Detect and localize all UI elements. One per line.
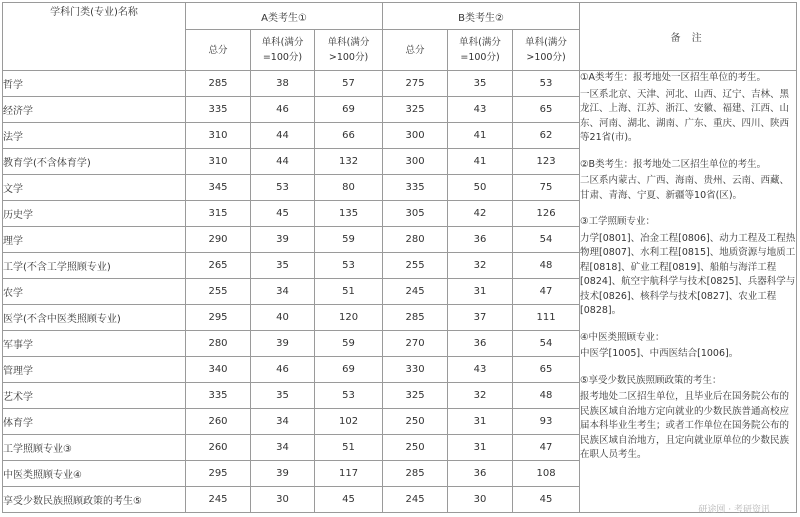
a-single-100: 44 bbox=[251, 123, 315, 149]
a-total: 315 bbox=[186, 201, 251, 227]
b-single-over: 48 bbox=[513, 253, 580, 279]
b-single-over: 123 bbox=[513, 149, 580, 175]
subject-name: 理学 bbox=[3, 227, 186, 253]
subject-name: 经济学 bbox=[3, 97, 186, 123]
subject-name: 哲学 bbox=[3, 71, 186, 97]
a-single-100: 38 bbox=[251, 71, 315, 97]
a-single-100: 34 bbox=[251, 279, 315, 305]
score-table bbox=[2, 2, 797, 513]
group-a-header: A类考生① bbox=[186, 3, 383, 30]
b-single-over: 54 bbox=[513, 227, 580, 253]
subject-name: 历史学 bbox=[3, 201, 186, 227]
note-4 bbox=[580, 331, 796, 362]
a-single-over: 135 bbox=[315, 201, 383, 227]
a-total: 295 bbox=[186, 305, 251, 331]
b-single-100: 36 bbox=[448, 227, 513, 253]
subject-name: 文学 bbox=[3, 175, 186, 201]
b-single-100: 50 bbox=[448, 175, 513, 201]
a-single-over: 117 bbox=[315, 461, 383, 487]
b-total: 305 bbox=[383, 201, 448, 227]
b-total: 285 bbox=[383, 461, 448, 487]
b-single-100-header: 单科(满分=100分) bbox=[448, 30, 513, 71]
subject-name: 农学 bbox=[3, 279, 186, 305]
a-single-over: 57 bbox=[315, 71, 383, 97]
note-2 bbox=[580, 158, 796, 204]
b-single-100: 35 bbox=[448, 71, 513, 97]
a-single-over-header: 单科(满分>100分) bbox=[315, 30, 383, 71]
a-total: 260 bbox=[186, 435, 251, 461]
a-single-100: 39 bbox=[251, 227, 315, 253]
a-single-over: 69 bbox=[315, 97, 383, 123]
a-total: 340 bbox=[186, 357, 251, 383]
a-single-over: 102 bbox=[315, 409, 383, 435]
a-single-over: 59 bbox=[315, 331, 383, 357]
b-total: 250 bbox=[383, 409, 448, 435]
a-single-100: 44 bbox=[251, 149, 315, 175]
b-total: 255 bbox=[383, 253, 448, 279]
b-single-100: 43 bbox=[448, 357, 513, 383]
a-single-over: 45 bbox=[315, 487, 383, 513]
a-single-100: 35 bbox=[251, 253, 315, 279]
notes-header: 备 注 bbox=[580, 3, 797, 71]
a-single-over: 132 bbox=[315, 149, 383, 175]
b-total: 280 bbox=[383, 227, 448, 253]
a-single-over: 69 bbox=[315, 357, 383, 383]
note-2-body: 二区系内蒙古、广西、海南、贵州、云南、西藏、甘肃、青海、宁夏、新疆等10省(区)。 bbox=[580, 175, 790, 201]
a-single-over: 51 bbox=[315, 279, 383, 305]
subject-name: 工学照顾专业③ bbox=[3, 435, 186, 461]
a-total: 280 bbox=[186, 331, 251, 357]
a-total: 310 bbox=[186, 123, 251, 149]
b-total: 330 bbox=[383, 357, 448, 383]
b-total: 245 bbox=[383, 279, 448, 305]
note-5-head: ⑤享受少数民族照顾政策的考生： bbox=[580, 374, 722, 386]
subject-name: 中医类照顾专业④ bbox=[3, 461, 186, 487]
a-single-over: 59 bbox=[315, 227, 383, 253]
b-total: 245 bbox=[383, 487, 448, 513]
b-single-100: 37 bbox=[448, 305, 513, 331]
note-4-body: 中医学[1005]、中西医结合[1006]。 bbox=[580, 348, 739, 359]
a-single-100: 39 bbox=[251, 461, 315, 487]
a-single-100: 40 bbox=[251, 305, 315, 331]
b-single-over: 54 bbox=[513, 331, 580, 357]
a-single-100: 34 bbox=[251, 409, 315, 435]
b-single-over: 65 bbox=[513, 97, 580, 123]
b-single-100: 42 bbox=[448, 201, 513, 227]
b-single-over: 75 bbox=[513, 175, 580, 201]
b-single-over: 111 bbox=[513, 305, 580, 331]
note-1-head: ①A类考生：报考地处一区招生单位的考生。 bbox=[580, 72, 767, 83]
a-total: 335 bbox=[186, 383, 251, 409]
b-single-over: 47 bbox=[513, 435, 580, 461]
subject-name: 法学 bbox=[3, 123, 186, 149]
b-single-over-header: 单科(满分>100分) bbox=[513, 30, 580, 71]
subject-header: 学科门类(专业)名称 bbox=[3, 3, 186, 71]
b-single-100: 31 bbox=[448, 435, 513, 461]
subject-name: 艺术学 bbox=[3, 383, 186, 409]
a-single-100: 53 bbox=[251, 175, 315, 201]
b-total: 335 bbox=[383, 175, 448, 201]
subject-name: 享受少数民族照顾政策的考生⑤ bbox=[3, 487, 186, 513]
note-4-head: ④中医类照顾专业： bbox=[580, 331, 665, 343]
b-single-over: 53 bbox=[513, 71, 580, 97]
b-total: 325 bbox=[383, 383, 448, 409]
a-single-over: 120 bbox=[315, 305, 383, 331]
b-single-100: 36 bbox=[448, 461, 513, 487]
a-single-100: 39 bbox=[251, 331, 315, 357]
a-single-over: 66 bbox=[315, 123, 383, 149]
table-row bbox=[3, 71, 797, 97]
subject-name: 体育学 bbox=[3, 409, 186, 435]
b-single-100: 32 bbox=[448, 253, 513, 279]
b-total: 275 bbox=[383, 71, 448, 97]
subject-name: 教育学(不含体育学) bbox=[3, 149, 186, 175]
note-5 bbox=[580, 374, 796, 463]
b-single-100: 31 bbox=[448, 409, 513, 435]
b-single-100: 41 bbox=[448, 149, 513, 175]
b-total: 250 bbox=[383, 435, 448, 461]
b-total: 325 bbox=[383, 97, 448, 123]
a-single-100: 30 bbox=[251, 487, 315, 513]
b-total-header: 总分 bbox=[383, 30, 448, 71]
a-single-100: 46 bbox=[251, 357, 315, 383]
a-total: 285 bbox=[186, 71, 251, 97]
subject-name: 医学(不含中医类照顾专业) bbox=[3, 305, 186, 331]
b-total: 270 bbox=[383, 331, 448, 357]
a-total: 260 bbox=[186, 409, 251, 435]
subject-name: 军事学 bbox=[3, 331, 186, 357]
b-single-100: 36 bbox=[448, 331, 513, 357]
b-single-over: 48 bbox=[513, 383, 580, 409]
a-single-100: 45 bbox=[251, 201, 315, 227]
note-3-head: ③工学照顾专业： bbox=[580, 216, 656, 227]
b-single-over: 108 bbox=[513, 461, 580, 487]
a-single-over: 80 bbox=[315, 175, 383, 201]
group-b-header: B类考生② bbox=[383, 3, 580, 30]
note-1 bbox=[580, 71, 796, 146]
subject-name: 工学(不含工学照顾专业) bbox=[3, 253, 186, 279]
note-1-body: 一区系北京、天津、河北、山西、辽宁、吉林、黑龙江、上海、江苏、浙江、安徽、福建、江西、山东、河南、湖北、湖南、广东、重庆、四川、陕西等21省(市)。 bbox=[580, 88, 790, 143]
a-single-over: 53 bbox=[315, 383, 383, 409]
b-single-100: 32 bbox=[448, 383, 513, 409]
b-single-over: 93 bbox=[513, 409, 580, 435]
a-total: 255 bbox=[186, 279, 251, 305]
a-single-100-header: 单科(满分=100分) bbox=[251, 30, 315, 71]
watermark: 研途网 · 考研资讯 bbox=[698, 505, 770, 515]
b-total: 300 bbox=[383, 123, 448, 149]
a-total: 335 bbox=[186, 97, 251, 123]
a-total: 295 bbox=[186, 461, 251, 487]
b-single-100: 43 bbox=[448, 97, 513, 123]
a-single-100: 34 bbox=[251, 435, 315, 461]
a-single-over: 53 bbox=[315, 253, 383, 279]
note-3 bbox=[580, 215, 796, 319]
b-single-over: 65 bbox=[513, 357, 580, 383]
note-3-body: 力学[0801]、冶金工程[0806]、动力工程及工程热物理[0807]、水利工程[0815]、地质资源与地质工程[0818]、矿业工程[0819]、船舶与海洋工程[0824]、航空宇航科学与技术[0825]、兵器科学与技术[0826]、核科学与技术[0827]、农业工程[0828]。 bbox=[580, 232, 796, 316]
b-single-over: 126 bbox=[513, 201, 580, 227]
b-single-100: 41 bbox=[448, 123, 513, 149]
subject-name: 管理学 bbox=[3, 357, 186, 383]
note-2-head: ②B类考生：报考地处二区招生单位的考生。 bbox=[580, 158, 767, 170]
a-total-header: 总分 bbox=[186, 30, 251, 71]
b-single-over: 47 bbox=[513, 279, 580, 305]
a-single-100: 35 bbox=[251, 383, 315, 409]
b-total: 300 bbox=[383, 149, 448, 175]
a-single-over: 51 bbox=[315, 435, 383, 461]
a-total: 310 bbox=[186, 149, 251, 175]
note-5-body: 报考地处二区招生单位，且毕业后在国务院公布的民族区域自治地方定向就业的少数民族普通高校应届本科毕业生考生；或者工作单位在国务院公布的民族区域自治地方，且定向就业原单位的少数民族在职人员考生。 bbox=[580, 391, 790, 460]
a-total: 245 bbox=[186, 487, 251, 513]
notes-cell bbox=[580, 71, 797, 513]
a-single-100: 46 bbox=[251, 97, 315, 123]
b-total: 285 bbox=[383, 305, 448, 331]
b-single-over: 62 bbox=[513, 123, 580, 149]
b-single-over: 45 bbox=[513, 487, 580, 513]
a-total: 265 bbox=[186, 253, 251, 279]
a-total: 290 bbox=[186, 227, 251, 253]
a-total: 345 bbox=[186, 175, 251, 201]
b-single-100: 30 bbox=[448, 487, 513, 513]
b-single-100: 31 bbox=[448, 279, 513, 305]
